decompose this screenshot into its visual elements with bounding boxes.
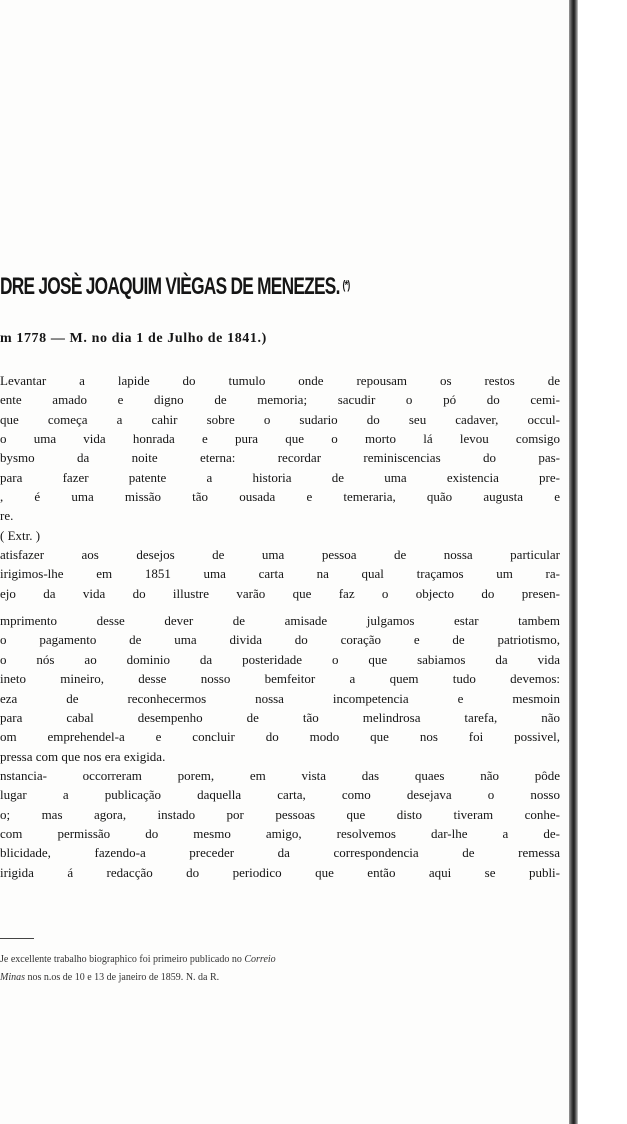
adjacent-page-edge [578,0,627,1124]
text-line: o pagamento de uma divida do coração e de patriotismo, [0,632,560,648]
text-line: para cabal desempenho de tão melindrosa tarefa, não [0,709,560,725]
text-line: mprimento desse dever de amisade julgamos estar tambem [0,613,560,629]
footnote-marker: (*) [342,278,350,292]
footnote-text: Je excellente trabalho biographico foi primeiro publicado no [0,954,242,965]
chapter-title-text: DRE JOSÈ JOAQUIM VIÈGAS DE MENEZES. [0,273,340,300]
text-line: irigimos-lhe em 1851 uma carta na qual traçamos um ra- [0,566,560,582]
text-line: ineto mineiro, desse nosso bemfeitor a quem tudo devemos: [0,671,560,687]
footnote-line [0,969,560,987]
text-line: blicidade, fazendo-a preceder da correspondencia de remessa [0,845,560,861]
periodical-name: Correio [244,954,276,965]
text-line: atisfazer aos desejos de uma pessoa de nossa particular [0,547,560,563]
text-line: o nós ao dominio da posteridade o que sabiamos da vida [0,651,560,667]
text-line: para fazer patente a historia de uma existencia pre- [0,469,560,485]
text-line: lugar a publicação daquella carta, como desejava o nosso [0,787,560,803]
footnote-signature: N. da R. [185,972,220,983]
body-text [0,371,560,882]
text-line: o; mas agora, instado por pessoas que disto tiveram conhe- [0,806,560,822]
text-line: ejo da vida do illustre varão que faz o objecto do presen- [0,585,560,601]
text-line: com permissão do mesmo amigo, resolvemos dar-lhe a de- [0,825,560,841]
book-binding-shadow [569,0,578,1124]
text-line: om emprehendel-a e concluir do modo que nos foi possivel, [0,729,560,745]
epigraph-source: ( Extr. ) [0,527,41,543]
footnote-divider [0,938,34,939]
text-line: eza de reconhecermos nossa incompetencia e mesmoin [0,690,560,706]
chapter-title [0,272,350,302]
text-line: que começa a cahir sobre o sudario do seu cadaver, occul- [0,411,560,427]
text-line: Levantar a lapide do tumulo onde repousam os restos de [0,373,560,388]
text-line: bysmo da noite eterna: recordar reminiscencias do pas- [0,450,560,466]
periodical-name-cont: Minas [0,972,25,983]
footnote-issue: nos n.os de 10 e 13 de janeiro de 1859. [27,972,184,983]
life-dates: m 1778 — M. no dia 1 de Julho de 1841.) [0,331,267,346]
text-line: pressa com que nos era exigida. [0,748,166,764]
footnote-line [0,951,560,969]
text-line: o uma vida honrada e pura que o morto lá levou comsigo [0,431,560,447]
text-line: re. [0,508,14,524]
text-line: ente amado e digno de memoria; sacudir o pó do cemi- [0,392,560,408]
text-line: irigida á redacção do periodico que então aqui se publi- [0,864,560,880]
footnote [0,951,560,987]
text-line: nstancia- occorreram porem, em vista das quaes não pôde [0,767,560,783]
text-line: , é uma missão tão ousada e temeraria, quão augusta e [0,489,560,505]
